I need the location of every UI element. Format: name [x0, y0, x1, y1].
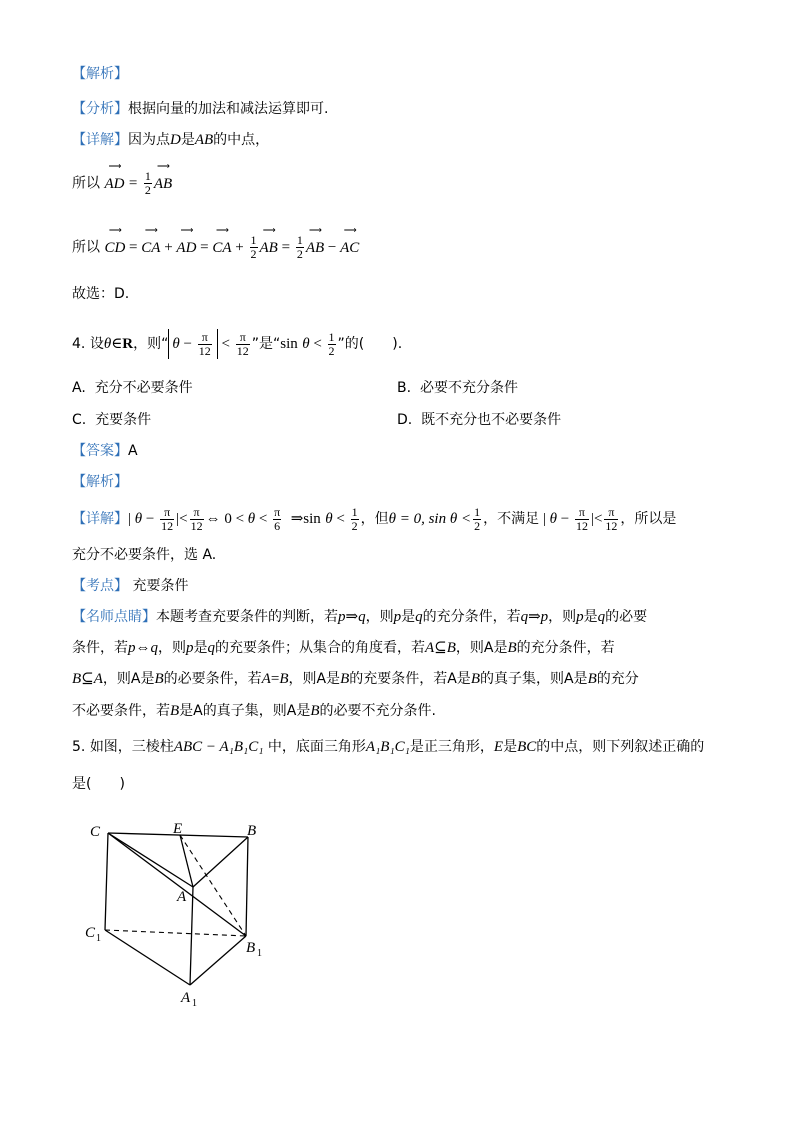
frac-num: 1: [296, 233, 303, 247]
mingshi-line-3: [72, 669, 639, 689]
vec-text: AB: [259, 239, 278, 256]
var-p: p: [186, 640, 194, 656]
frac-num: 1: [328, 329, 335, 344]
prism-name: ABC − A₁B₁C₁: [173, 739, 264, 755]
vector-ad: [176, 224, 197, 258]
frac-num: 1: [474, 504, 481, 519]
option-label: D.: [397, 412, 413, 428]
set-b: B: [170, 703, 180, 719]
edge-a1-b1: [190, 936, 246, 985]
var-q: q: [207, 640, 215, 656]
q5-text-2: 中，底面三角形: [267, 739, 366, 755]
vector-ad: [104, 160, 125, 194]
theta: θ: [549, 511, 557, 527]
set-b: B: [279, 671, 289, 687]
fraction-half: [351, 506, 359, 533]
q4-jiexi-header: [72, 472, 128, 492]
vec-text: CD: [104, 239, 126, 256]
equation-2: 所以 ⟶ CD = ⟶ CA + ⟶ AD = ⟶ CA + $\frac{1}{2}$ ⟶ AB = $\frac{1}{2}$ ⟶ AB − ⟶ AC: [72, 224, 360, 261]
edge-c-c1: [105, 833, 108, 930]
fenxi-tag: 【分析】: [72, 101, 128, 117]
option-text: 充要条件: [95, 412, 152, 428]
frac-den: 12: [236, 343, 249, 358]
set-b: B: [470, 671, 480, 687]
xiangjie-tag: 【详解】: [72, 132, 128, 148]
option-label: C.: [72, 412, 87, 428]
real-set: R: [122, 336, 134, 352]
edge-a-a1: [190, 887, 193, 985]
fraction-half: [328, 331, 336, 358]
arrow-icon: ⟶: [108, 160, 121, 171]
sin: sin: [303, 511, 321, 527]
detail-so: ，所以是: [620, 511, 677, 527]
answer-line: [72, 441, 138, 461]
detail-zero: θ = 0, sin θ <: [388, 511, 472, 527]
sin: sin: [280, 336, 298, 352]
vector-ca: [212, 224, 232, 258]
frac-num: π: [274, 504, 281, 519]
jiexi-tag: 【解析】: [72, 474, 128, 490]
fraction-half: [473, 506, 481, 533]
text-chongfen-tiao: 的充分条件，若: [516, 640, 615, 656]
edge-b-a: [193, 837, 248, 887]
vec-text: AB: [305, 239, 325, 256]
text-chongyao-tiao: 的充要条件，若A是: [349, 671, 471, 687]
xiangjie-text-1: 因为点: [128, 132, 170, 148]
xiangjie-line: [72, 130, 269, 150]
frac-den: 2: [250, 247, 257, 261]
xiangjie-text-2: 是: [180, 132, 195, 148]
label-a1-sub: 1: [192, 998, 197, 1009]
mingshi-tag: 【名师点睛】: [72, 609, 156, 625]
iff-symbol: ⇔: [135, 640, 151, 656]
fenxi-line: [72, 99, 328, 119]
q4-end: ”的( ).: [337, 336, 403, 352]
question-4-stem: 4. 设θ∈R，则“ θ − $\frac{\pi}{12}$ < $\frac{\pi}{12}$ ”是“sin θ < $\frac{1}{2}$ ”的( ).: [72, 329, 403, 358]
mingshi-text-1: 本题考查充要条件的判断，若: [156, 609, 338, 625]
implies-symbol: ⇒: [528, 609, 541, 625]
label-c1-sub: 1: [96, 933, 101, 944]
var-q: q: [415, 609, 423, 625]
question-5-stem-2: [72, 774, 125, 794]
vec-text: CA: [212, 239, 232, 256]
text-biyao-tiao: 的必要条件，若: [163, 671, 262, 687]
arrow-icon: ⟶: [309, 224, 321, 235]
theta: θ: [134, 511, 143, 527]
fraction-half: [144, 170, 152, 197]
kaodian-text: 充要条件: [132, 578, 189, 594]
label-b1-sub: 1: [257, 948, 262, 959]
var-p: p: [128, 640, 136, 656]
answer-value: A: [128, 443, 138, 459]
theta: θ: [325, 511, 333, 527]
vector-ab: [305, 224, 325, 258]
label-c: C: [90, 824, 101, 840]
set-b: B: [587, 671, 597, 687]
set-b: B: [446, 640, 456, 656]
arrow-icon: ⟶: [216, 224, 228, 235]
text-chongfen: 的充分条件，若: [422, 609, 521, 625]
frac-num: π: [604, 506, 618, 520]
q4-detail-line-2: [72, 545, 216, 565]
q4-comma: ，则“: [133, 336, 169, 352]
xiangjie-text-3: 的中点，: [213, 132, 270, 148]
theta: θ: [172, 336, 180, 352]
text-ze: ，则: [365, 609, 394, 625]
fraction-half: [250, 234, 258, 261]
text-shi: 是: [583, 609, 598, 625]
text-shi-a-zhenzi: 是A的真子集，则A是: [179, 703, 311, 719]
edge-c-a: [108, 833, 193, 887]
segment-c-b1: [108, 833, 246, 936]
frac-num: π: [190, 506, 204, 520]
text-ze-a-shi: ，则A是: [455, 640, 508, 656]
jiexi-header: [72, 64, 128, 84]
text-ze-a-shi: ，则A是: [288, 671, 341, 687]
set-b: B: [340, 671, 350, 687]
text-ze: ，则: [548, 609, 577, 625]
option-label: A.: [72, 380, 86, 396]
segment-e-a: [180, 835, 193, 887]
option-text: 必要不充分条件: [419, 380, 518, 396]
vec-text: AD: [176, 239, 197, 256]
text-biyao: 的必要: [605, 609, 648, 625]
q4-lead: 设: [89, 336, 104, 352]
option-text: 充分不必要条件: [94, 380, 193, 396]
var-q: q: [358, 609, 366, 625]
fraction-pi-12: [190, 506, 204, 533]
frac-den: 2: [351, 518, 358, 533]
suoyi-2: 所以: [72, 239, 100, 256]
in-symbol: ∈: [111, 336, 123, 352]
var-p: p: [338, 609, 346, 625]
fraction-pi-12: [575, 506, 589, 533]
question-number: 5.: [72, 739, 86, 755]
arrow-icon: ⟶: [157, 160, 169, 171]
subset-symbol: ⊆: [434, 640, 447, 656]
frac-den: 12: [575, 518, 588, 533]
frac-num: π: [575, 506, 589, 520]
fraction-pi-12: [160, 506, 174, 533]
option-label: B.: [397, 380, 412, 396]
fraction-pi-12: [198, 331, 212, 358]
text-shi: 是: [193, 640, 208, 656]
var-p: p: [540, 609, 549, 625]
detail-tag: 【详解】: [72, 511, 128, 527]
implies-symbol: ⇒: [290, 511, 304, 527]
text-ze: ，则: [158, 640, 186, 656]
fenxi-text: 根据向量的加法和减法运算即可.: [128, 101, 329, 117]
kaodian-line: [72, 576, 188, 596]
arrow-icon: ⟶: [262, 224, 275, 235]
fraction-half: [296, 234, 304, 261]
set-b: B: [72, 671, 82, 687]
frac-den: 12: [161, 518, 174, 533]
arrow-icon: ⟶: [108, 224, 121, 235]
implies-symbol: ⇒: [345, 609, 359, 625]
set-a: A: [261, 671, 271, 687]
label-a1: A: [181, 990, 191, 1006]
kaodian-tag: 【考点】: [72, 578, 128, 594]
text-ze-a-shi: ，则A是: [102, 671, 155, 687]
frac-den: 12: [198, 343, 211, 358]
subset-symbol: ⊆: [81, 671, 94, 687]
vector-ac: [340, 224, 360, 258]
set-b: B: [310, 703, 320, 719]
segment-ab: AB: [194, 132, 214, 148]
theta: θ: [103, 336, 112, 352]
frac-num: π: [160, 506, 174, 520]
frac-den: 2: [474, 518, 481, 533]
mingshi-line-2: [72, 638, 615, 658]
equation-1: 所以 ⟶ AD = $\frac{1}{2}$ ⟶ AB: [72, 160, 173, 197]
option-b[interactable]: [397, 378, 518, 398]
fraction-pi-12: [236, 331, 250, 358]
var-q: q: [150, 640, 158, 656]
q4-detail-line-1: 【详解】| θ − $\frac{\pi}{12}$ |< $\frac{\pi}{12}$ ⇔ 0 < θ < $\frac{\pi}{6}$ ⇒sin θ < $\frac{1}{2}$ ，但θ = 0, sin θ < $\frac{1}{2}$ ，不满足 | θ − $\frac{\pi}{12}$ |< $\frac{\pi}{12}$ ，所以是: [72, 504, 677, 533]
q5-text-1: 如图，三棱柱: [89, 739, 174, 755]
edge-b-b1: [246, 837, 248, 936]
mingshi-text-2: 条件，若: [72, 640, 128, 656]
question-number: 4.: [72, 336, 86, 352]
jiexi-tag: 【解析】: [72, 66, 128, 82]
vector-ca: [141, 224, 161, 258]
point-e: E: [493, 739, 504, 755]
iff-symbol: ⇔: [205, 511, 221, 527]
detail-but: ，但: [360, 511, 389, 527]
mingshi-text-4: 不必要条件，若: [72, 703, 170, 719]
dashed-c1-b1: [105, 930, 246, 936]
guxuan-line: [72, 284, 129, 304]
frac-num: π: [236, 331, 250, 345]
suoyi-1: 所以: [72, 175, 100, 192]
vec-ab-text: AB: [153, 175, 173, 192]
var-p: p: [393, 609, 402, 625]
var-p: p: [576, 609, 584, 625]
equals-symbol: =: [270, 671, 280, 687]
arrow-icon: ⟶: [343, 224, 356, 235]
abs-expression: θ − $\frac{\pi}{12}$: [168, 329, 217, 359]
label-e: E: [173, 821, 183, 837]
frac-den: 12: [605, 518, 618, 533]
q5-text-3: 是正三角形，: [409, 739, 494, 755]
text-chongfen2: 的充分: [596, 671, 639, 687]
q5-text-4: 是: [503, 739, 518, 755]
text-chongyao: 的充要条件；从集合的角度看，若: [215, 640, 425, 656]
theta: θ: [302, 336, 310, 352]
frac-den: 2: [328, 343, 335, 358]
mingshi-line-4: [72, 701, 436, 721]
fraction-pi-6: [273, 506, 281, 533]
frac-num: π: [198, 331, 212, 345]
mingshi-line-1: [72, 607, 647, 627]
base-triangle: A₁B₁C₁: [365, 739, 410, 755]
frac-den: 12: [190, 518, 203, 533]
option-a[interactable]: [72, 378, 193, 398]
guxuan-text: 故选：D.: [72, 286, 130, 302]
vector-ab: [153, 160, 173, 194]
var-q: q: [597, 609, 606, 625]
arrow-icon: ⟶: [144, 224, 157, 235]
set-a: A: [93, 671, 103, 687]
detail-not: ，不满足: [483, 511, 540, 527]
text-biyao-bu: 的必要不充分条件.: [319, 703, 436, 719]
frac-num: 1: [144, 169, 151, 183]
set-b: B: [154, 671, 164, 687]
label-b1: B: [246, 940, 256, 956]
point-d: D: [170, 132, 181, 148]
label-b: B: [247, 823, 257, 839]
question-5-stem-1: [72, 737, 704, 757]
arrow-icon: ⟶: [180, 224, 193, 235]
prism-figure: [80, 815, 300, 1015]
segment-bc: BC: [517, 739, 537, 755]
vector-ab: [259, 224, 278, 258]
edge-c1-a1: [105, 930, 190, 985]
frac-den: 2: [296, 247, 303, 261]
option-d[interactable]: [397, 410, 561, 430]
text-zhenzi: 的真子集，则A是: [479, 671, 588, 687]
text-shi: 是: [401, 609, 416, 625]
frac-den: 6: [274, 518, 281, 533]
answer-tag: 【答案】: [72, 443, 128, 459]
vector-cd: [104, 224, 126, 258]
vec-ad-text: AD: [104, 175, 125, 192]
var-q: q: [520, 609, 529, 625]
label-c1: C: [85, 925, 96, 941]
q5-text-6: 是( ): [72, 776, 125, 792]
frac-num: 1: [250, 233, 257, 247]
q5-text-5: 的中点，则下列叙述正确的: [536, 739, 705, 755]
set-a: A: [425, 640, 435, 656]
fraction-pi-12: [604, 506, 618, 533]
frac-den: 2: [144, 183, 151, 197]
label-a: A: [177, 889, 187, 905]
detail-line2: 充分不必要条件，选 A.: [72, 547, 217, 563]
theta: θ: [247, 511, 256, 527]
q4-mid: ”是“: [251, 336, 281, 352]
vec-text: CA: [141, 239, 161, 256]
set-b: B: [507, 640, 517, 656]
option-c[interactable]: [72, 410, 151, 430]
option-text: 既不充分也不必要条件: [421, 412, 562, 428]
vec-text: AC: [340, 239, 360, 256]
frac-num: 1: [351, 504, 358, 519]
